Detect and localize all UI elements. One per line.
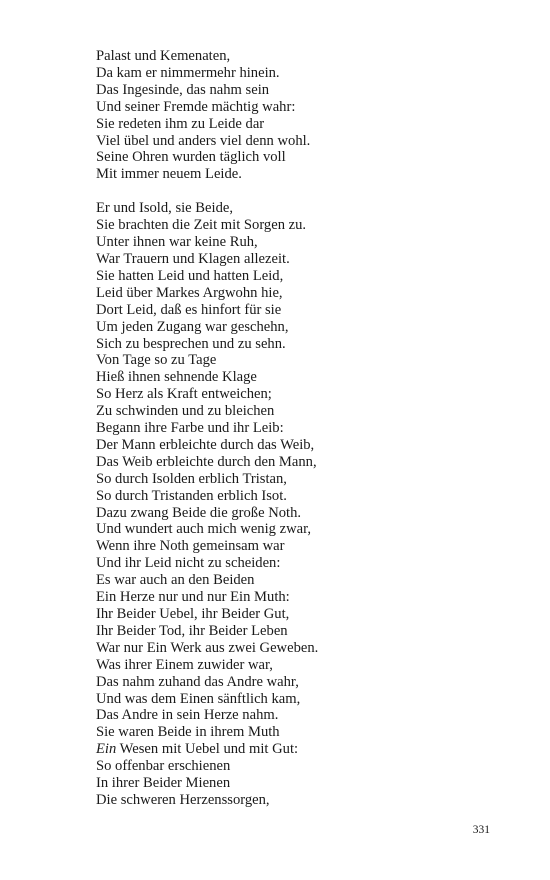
verse-line: Um jeden Zugang war geschehn,	[96, 318, 289, 335]
verse-line: Das Andre in sein Herze nahm.	[96, 707, 279, 724]
verse-line: Mit immer neuem Leide.	[96, 166, 242, 183]
verse-line: Begann ihre Farbe und ihr Leib:	[96, 420, 284, 437]
verse-line: Und wundert auch mich wenig zwar,	[96, 521, 312, 538]
verse-line: So durch Isolden erblich Tristan,	[96, 470, 287, 487]
verse-line: Das nahm zuhand das Andre wahr,	[96, 673, 299, 690]
verse-line: War Trauern und Klagen allezeit.	[96, 250, 290, 267]
verse-line: Von Tage so zu Tage	[96, 352, 217, 369]
verse-line: Sie brachten die Zeit mit Sorgen zu.	[96, 217, 307, 234]
verse-line: Und seiner Fremde mächtig wahr:	[96, 98, 296, 115]
verse-line: Seine Ohren wurden täglich voll	[96, 149, 286, 166]
verse-line: Ein Herze nur und nur Ein Muth:	[96, 589, 290, 606]
verse-line: Ihr Beider Uebel, ihr Beider Gut,	[96, 606, 290, 622]
stanza	[96, 200, 496, 809]
verse-line: Das Ingesinde, das nahm sein	[96, 81, 270, 98]
verse-line: Ihr Beider Tod, ihr Beider Leben	[96, 622, 288, 639]
verse-line	[96, 741, 496, 758]
verse-line: Palast und Kemenaten,	[96, 48, 231, 64]
verse-line: Da kam er nimmermehr hinein.	[96, 64, 280, 81]
verse-line: Und was dem Einen sänftlich kam,	[96, 690, 301, 707]
verse-line: Zu schwinden und zu bleichen	[96, 403, 275, 420]
verse-line: Wenn ihre Noth gemeinsam war	[96, 538, 285, 555]
verse-line: Sie hatten Leid und hatten Leid,	[96, 267, 284, 284]
verse-line: Hieß ihnen sehnende Klage	[96, 369, 257, 386]
verse-line: Die schweren Herzenssorgen,	[96, 791, 270, 808]
poem-text	[96, 48, 496, 809]
verse-line: Sich zu besprechen und zu sehn.	[96, 335, 286, 352]
verse-line: Viel übel und anders viel denn wohl.	[96, 132, 311, 149]
verse-line: Dazu zwang Beide die große Noth.	[96, 504, 302, 521]
verse-line: Der Mann erbleichte durch das Weib,	[96, 436, 315, 453]
verse-line: Und ihr Leid nicht zu scheiden:	[96, 555, 281, 572]
verse-line-rest: Wesen mit Uebel und mit Gut:	[116, 741, 299, 758]
verse-line: In ihrer Beider Mienen	[96, 775, 231, 792]
verse-line: Sie waren Beide in ihrem Muth	[96, 724, 280, 741]
emphasized-word: Ein	[96, 741, 117, 758]
verse-line: So offenbar erschienen	[96, 758, 231, 775]
verse-line: Er und Isold, sie Beide,	[96, 200, 233, 217]
verse-line: So durch Tristanden erblich Isot.	[96, 487, 287, 504]
verse-line: Sie redeten ihm zu Leide dar	[96, 115, 265, 132]
verse-line: Leid über Markes Argwohn hie,	[96, 284, 283, 301]
verse-line: Es war auch an den Beiden	[96, 572, 255, 589]
verse-line: Was ihrer Einem zuwider war,	[96, 656, 273, 673]
page-number: 331	[472, 824, 490, 836]
verse-line: Dort Leid, daß es hinfort für sie	[96, 301, 282, 318]
stanza	[96, 48, 496, 183]
verse-line: Das Weib erbleichte durch den Mann,	[96, 453, 317, 470]
verse-line: War nur Ein Werk aus zwei Geweben.	[96, 639, 319, 656]
verse-line: Unter ihnen war keine Ruh,	[96, 234, 258, 251]
verse-line: So Herz als Kraft entweichen;	[96, 386, 272, 403]
